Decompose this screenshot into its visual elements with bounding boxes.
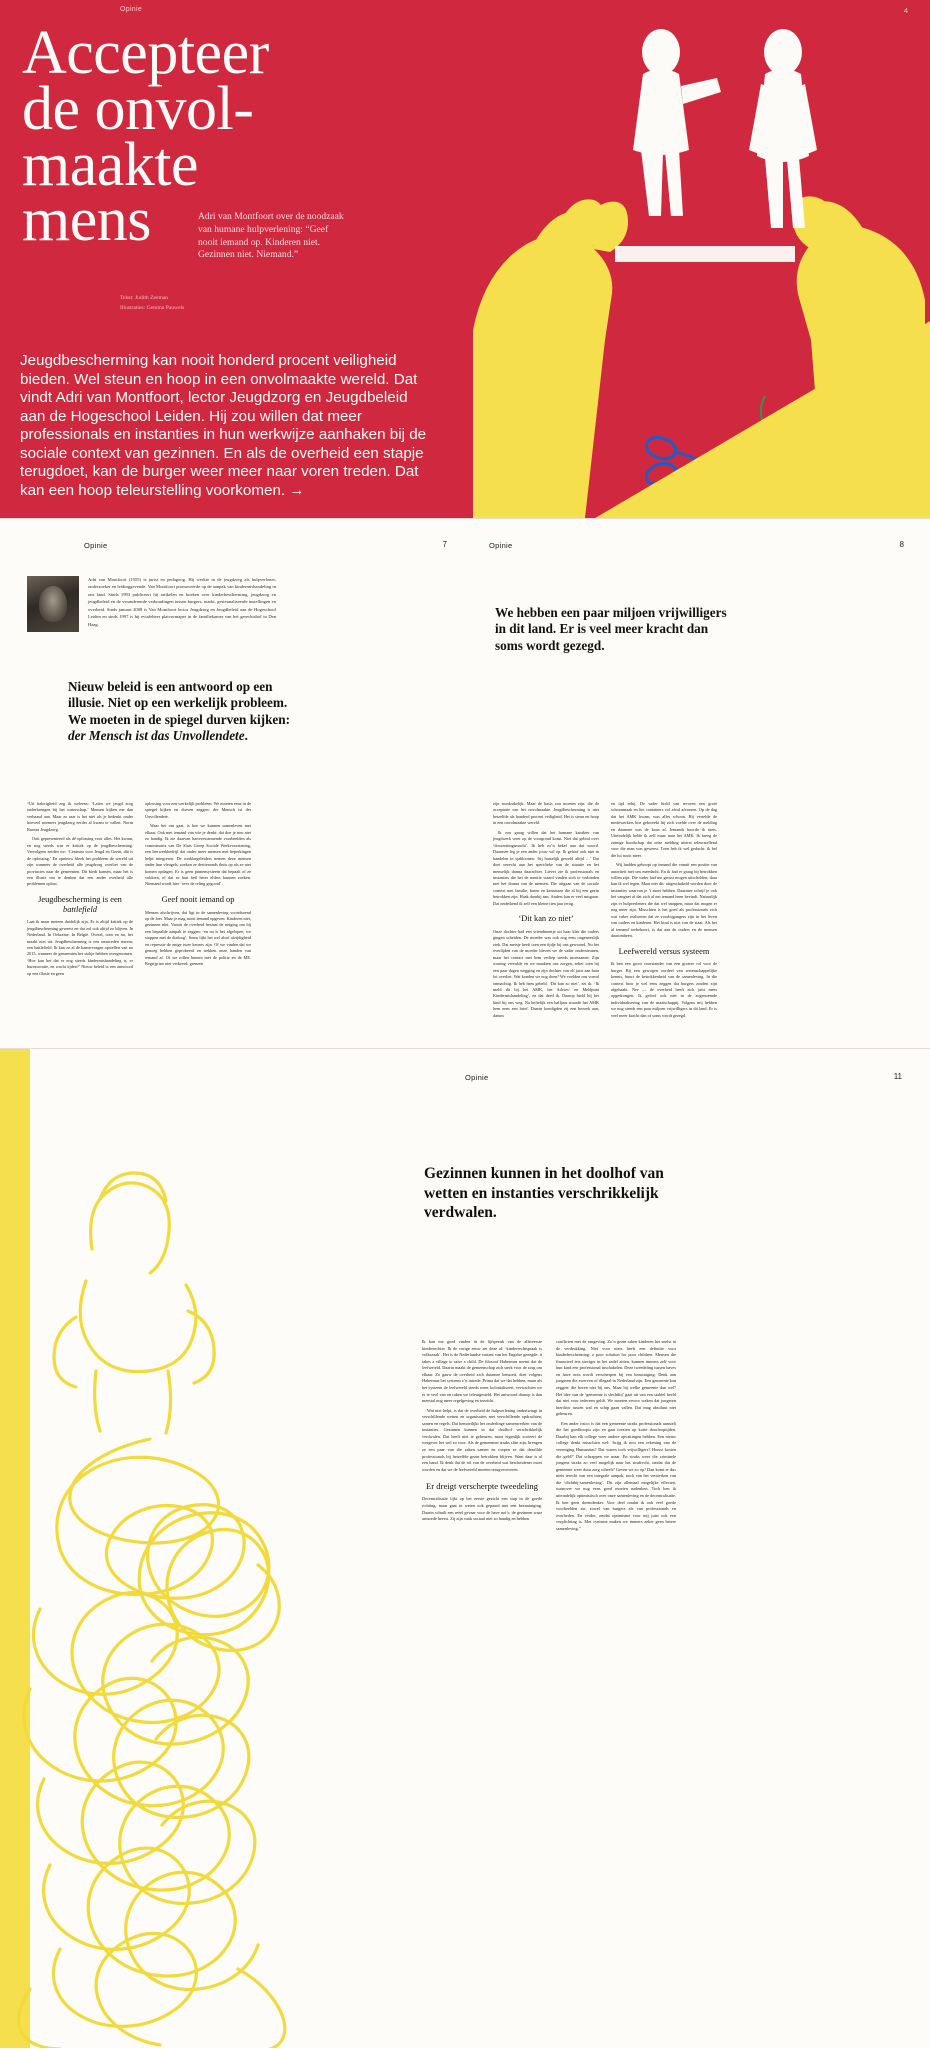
pull-quote-p7-text: Nieuw beleid is een antwoord op een illusie. Niet op een werkelijk probleem. We moeten in de spiegel durven kijken: der Mensch ist das Unvollendete. (68, 679, 290, 744)
subheading-battlefield: Jeugdbescherming is een battlefield (38, 894, 122, 914)
author-bio: Adri van Montfoort (1955) is jurist en pedagoog. Hij werkte in de jeugdzorg als hulpverlener, onderzoeker en leidinggevende. Van Montfoort promoveerde op de aanpak van kindermishandeling in ons land. Sinds 1993 publiceert hij artikelen en boeken over kinderbescherming, jeugdzorg en jeugdbeleid en de veranderende verhoudingen tussen burgers, markt, gesteunaliseerde instellingen en overheid. Sinds januari 2008 is Van Montfoort lector Jeugdzorg en Jeugdbeleid aan de Hogeschool Leiden en sinds 1997 is hij eviafeheer platvormaper in de familiekamer van het gerechtshof in Den Haag. (88, 577, 276, 627)
paragraph: Ik ben een groot voorstander van een grotere rol voor de burger. Bij een gewogen oordeel van wetenschappelijke kennis, buurt de betrokkenheid van de samenleving. In die context hoor je wel eens zeggen dat burgers zouden zijn afgehaakt. Nee — de overheid heeft zich juist meer opgedrongen. Ik geloof ook niet in de zogenoemde individualisering van de maatschappij. Volgens mij hebben we nog steeds een paar miljoen vrijwilligers in dit land. Er is veel meer kracht dan of soms wordt gezegd. (611, 961, 717, 1018)
pull-quote-italic-phrase: der Mensch ist das Unvollendete (68, 728, 245, 744)
paragraph: Ik kan me goed vinden in de lijfspreuk van de allereerste kinderrechter. Ik de vorige eeuw zei deze al: ‘kinderrechtspraak is volkszaak’. Het is de Nederlandse variant van het Engelse gezegde: it takes a village to raise a child. De filosoof Habermas noemt dat de leefwereld. Daarin maakt de gemeenschap zich sterk voor de zorg om elkaar. Zo gauw de overheid zich daarmee bemoeit, doet volgens Habermas het systeem z’n intrede. Prima dat we dat hebben, maar als het systeem de leefwereld steeds meer kolonialiseert, verwachten we er te veel van en raken we teleurgesteld. Het antwoord daarop is dan meestal nog meer regelgeving en toezicht. (422, 1339, 542, 1404)
subheading-italic-word: battlefield (63, 904, 97, 914)
spread-cover (0, 0, 930, 518)
subheading-geef-nooit-iemand-op: Geef nooit iemand op (161, 894, 235, 904)
paragraph: Waar het om gaat, is hoe we kunnen samenleven met elkaar. Ook met iemand van wie je denkt: dat doe je nou niet zo handig. Ik zie daarvan hartverwarmende voorbeelden als commissaris van De Sluis Groep Sociale Werkvoorziening, een leerwerkbedrijf dat onder meer mensen met beperkingen helpt integreren. De werkbegeleiders nemen deze mensen onder hun vleugels, zoeken ze dertienonds thuis op als ze niet komen opdagen. Er is geen puntensysteem dat bepaalt of ze voldoen, of dat ze hun heil beter elders kunnen zoeken. Niemand wordt hier ‘over de reling gegooid’. (145, 823, 251, 887)
credit-illustrator: Illustraties: Gemma Pauwels (120, 304, 185, 311)
paragraph: Ooit gepresenteerd als dé oplossing voor alles. Het kwam, en nog steeds was er kritiek op de jeugdbescherming. Vervolgens zeiden we: ‘Centrum voor Jeugd en Gezin, dát is de oplossing.’ En opnieuw bleek het probleem de wereld uit zijn wanneer de overheid alle jeugdzorg overliet van de provincies naar de gemeenten. Dit biedt kansen, maar het is een illusie om te denken dat een ander overheid alle problemen oplost. (27, 836, 133, 887)
paragraph: Wij hadden gehoopt op iemand die vanuit een positie van autoriteit met ons meedacht. En ik had er graag bij betrokken willen zijn. Die vader had me gerust mogen uitschelden, daar kan ik wel tegen. Maar niet dit: uitgeschakeld worden door de instanties waarvan je ’t moet hebben. Daarmee schrijf je ook het vangnet af dat zich al om iemand heen bevindt. Natuurlijk zijn er hulpverleners die dat wel snappen, maar dat mogen er nog meer zijn. Misschien is het goed als professionals zich wat vaker realiseren dat ze voorbijgangers zijn in het leven van ouders en kinderen. Het kind is niet van de staat. Als het al iemand toebehoort, is dat aan de ouders en de mensen daaromheen. (611, 862, 717, 939)
paragraph: Ik zou graag willen dat het humane karakter van jeugdwerk weer op de voorgrond komt. Niet dat gebral over ‘doorzettingsmacht’. Ik heb zo’n hekel aan dat woord. Daarmee leg je een ander jouw wil op. Ik geloof ook niet in handelen in sjabloonen: ‘bij huiselijk geweld altijd …’ Dat doet onrecht aan het specifieke van de situatie en het menselijk drama daarachter. Liever zie ik professionals en instanties die het de mentie waard vinden zich te verbinden met het drama van de mensen. Die uitgaan van de sociale context met familie, buren en kennissen die al bij een gezin betrokken zijn. Haak daarbij aan. Anders kan er veel misgaan. Dat onderkend ik zelf een kleine tien jaar terug. (493, 829, 599, 906)
subheading-er-dreigt-verscherpte-tweedeling: Er dreigt verscherpte tweedeling (426, 1481, 538, 1492)
folio-page-number: 4 (903, 6, 908, 15)
subheading-leefwereld-versus-systeem: Leefwereld versus systeem (618, 946, 710, 956)
column-p11-2 (556, 1339, 676, 1535)
page-7 (0, 519, 465, 1048)
paragraph: Laat ik maar meteen duidelijk zijn. Er is altijd kritiek op de jeugdbescherming geweest en dat zal ook altijd zo blijven. In Nederland. In Oekraïne. In België. Overal, toen en nu, het maakt niet uit. Jeugdbescherming is een omstreden terrein; een battlefield. Ik kan zo al de kamervragen opstellen van nu 2015, wanneer de gemeenten het stokje hebben overgenomen. ‘Hoe kan het dat er nog steeds kindermishandeling is, er bureaucratie, en wacht tijden?’ Nieuw beleid is een antwoord op een illusie en geen (27, 919, 133, 976)
folio-page-number-p8: 8 (899, 540, 904, 549)
credit-writer: Tekst: Judith Zeeman (120, 295, 169, 301)
cover-right-page (465, 0, 930, 518)
paragraph: Decentralisatie lijkt op het eerste gezicht een stap in de goede richting, maar gaat in weten ook gepaard met een beznainiging. Daarin schuilt een reëel gevaar voor de have not’s; de gezinnen waar armoede heerst. Zij zijn vaak sociaal niet zo handig en hebben (422, 1496, 542, 1522)
paragraph: zijn noodzakelijk. Maar de basis zou moeten zijn: die de acceptatie van het onvolmaakte. Jeugdbescherming is niet hetzelfde als honderd procent veiligheid. Het is steun en hoop in een onvolmaakte wereld. (493, 801, 599, 826)
headline-line-3: maakte (22, 130, 199, 199)
headline-line-1: Accepteer (22, 19, 269, 87)
maze-illustration (0, 1049, 350, 2048)
column-p7-1 (27, 801, 133, 980)
column-p8-1 (493, 801, 599, 1022)
page-8 (465, 519, 930, 1048)
paragraph: “Uit balorigheid zeg ik weleens: ‘Laten we jeugd zorg onderbrengen bij het waterschap.’ Mensen kijken me dan verbaasd aan. Maar zo raar is het niet als je bedenkt onder hoeveel noemers jeugdzorg eerder al kwam te vallen. Norm Bureau Jeugdzorg. (27, 801, 133, 832)
column-p11-1 (422, 1339, 542, 1526)
headline-line-2: de onvol- (22, 74, 254, 143)
folio-section-label: Opinie (120, 6, 143, 13)
paragraph: Mensen afschrijven, dat ligt in de samenleving voortdurend op de loer. Maar je mag nooit iemand opgeven. Kinderen niet, gezinnen niet. Vanuit de overheid bestaat de neiging om bij een bepaalde aanpak te zeggen: ‘en nu is het afgelopen, we stoppen met de dialoog’. Soms lijkt het wel alsof afzijdigheid en repressie de enige twee keuzes zijn. Of we vinden dat we genoeg hebben geprobeerd en trekken onze handen van iemand af. Of we rollen binnen met de politie en de ME. Begrijp me niet verkeerd: grenzen (145, 909, 251, 967)
paragraph: en tijd erbij. De vader hield van tevoren een grote schoonmaak en liet containers vol afval afvoeren. Op de dag dat het AMK kwam, was alles schoon. Hij vertelde de medewerkers hoe gekweekt hij zich voelde over de melding en daarmee was de kous af. Iemands hoorde ik niets. Uiteindelijk belde ik zelf maar naar het AMK. Ik kreeg de zuinige boodschap dat onze melding uiterst teleurstellend voor die man was geweest. Toen heb ik wel gedacht: ik bel die lui nooit meer. (611, 801, 717, 858)
credits-block (120, 294, 320, 314)
cover-left-page (0, 0, 465, 518)
folio-bar-cover (0, 6, 465, 20)
folio-section-label-p8: Opinie (489, 541, 513, 550)
paragraph: Een ander risico is dat een gemeente straks professionals aanstelt die het goedkoopst zijn en gaat toezien op korte doorlooptijden. Daarbij kan elk college weer andere opvattingen hebben. Een nieuw college denkt misschien wel: ‘krijg ik nou een rekening van de vereniging Humanitas? Dat waren toch vrijwilligers? Hoezo kosten die geld?’ Dat schrappen we maar. En straks weer die criminele jongens straks zo veel mogelijk naar het strafrecht, omdat dat de gemeente weer duur zorg scheelt? Geven we zo op? Dan komt er dus niets terecht van een integrale aanpak, noch van het versterken van die ‘dichtbij-samenleving’. Dit zijn allemaal mogelijke effecten, waarover we nog eens goed moeten nadenken. Toch ben ik uiteindelijk optimistisch over onze samenleving en de decentralisatie. Ik ben geen doemdenker. Voor deel omdat ik ook veel goede voorbeelden zie, zowel van burgers als van professionals en overheden. En verder, omdat optimisme voor mij juist ook een verplichting is. Met cynisme maken we immers zeker geen betere samenleving.” (556, 1420, 676, 1531)
folio-section-label-p7: Opinie (84, 541, 108, 550)
column-p7-2 (145, 801, 251, 971)
spread-pages-7-8 (0, 518, 930, 1048)
article-deck: Adri van Montfoort over de noodzaak van humane hulpverlening: “Geef nooit iemand op. Kinderen niet. Gezinnen niet. Niemand.” (198, 211, 344, 261)
folio-page-number-p11: 11 (893, 1072, 902, 1081)
folio-page-number-p7: 7 (442, 540, 447, 549)
article-intro: Jeugdbescherming kan nooit honderd procent veiligheid bieden. Wel steun en hoop in een onvolmaakte wereld. Dat vindt Adri van Montfoort, lector Jeugdzorg en Jeugdbeleid aan de Hogeschool Leiden. Hij zou willen dat meer professionals en instanties in hun werkwijze aanhaken bij de sociale context van gezinnen. En als de overheid een stapje terugdoet, kan de burger weer meer naar voren treden. Dat kan een hoop teleurstelling voorkomen. → (20, 352, 427, 499)
spread-pages-10-11 (0, 1048, 930, 2048)
headline-line-4: mens (22, 186, 151, 255)
pull-quote-p7 (68, 679, 290, 744)
column-p8-2 (611, 801, 717, 1022)
pull-quote-p8: We hebben een paar miljoen vrijwilligers in dit land. Er is veel meer kracht dan soms wordt gezegd. (495, 605, 727, 653)
page-10 (0, 1049, 350, 2048)
paragraph: conflicten met de omgeving. Zo’n gezin raken kinderen het snelst in de verdrukking. Niet voor niets heeft een definitie voor kinderbescherming: a poor solution for poor children. Mensen die financieel iets steviger in het zadel zitten, kunnen immers zelf voor hun kind een professional inschakelen. Deze tweedeling tussen haves en have nots wordt verscherpen bij een bezuiniging. Denk aan jongeren die zwerven of illegaal in Nederland zijn. Een gemeente kan zeggen: die horen niet bij ons. Maar bij welke gemeente dan wel? Het idee van de ‘gemeente is slechthij’ gaat uit van een stabiel beeld dat niet voor iedereen geldt. We moeten ervoor waken dat jongeren hierdoor tussen wal en schip gaan vallen. Dat mag absoluut niet gebeuren. (556, 1339, 676, 1417)
subheading-dit-kan-zo-niet: ‘Dit kan zo niet’ (518, 914, 574, 924)
folio-section-label-p11: Opinie (465, 1073, 489, 1082)
pull-quote-p11: Gezinnen kunnen in het doolhof van wetten en instanties verschrikkelijk verdwalen. (424, 1165, 664, 1222)
paragraph: Onze dochter had een vriendinnetje uit haar klas die ouders gingen scheiden. De moeder was ook nog eens ongeneeslijk ziek. Dat meisje heeft toen een tijdje bij ons gewoond. Nu het overlijden van de moeder bleven we de vader ondersteunen, maar het contact met hem verliep steeds moeizamer. Zijn woning vervulde en we maakten ons zorgen, zeker toen hij een paar dagen wegging en zijn dochter van elf juist aan haar lot overliet. Wat konden we nog doen? We voelden ons voeral onmachtig. Ik heb hem gebeld. ‘Dit kan zo niet’, zei ik. ‘Ik meld dit bij het AMK, het Advies- en Meldpunt Kindermishandeling’, en dat deed ik. Daarop hield hij het kind bij ons weg. Na heftelijk een halfjaar stuurde het AMK hem eens een brief. Daarin kondigden zij een bezoek aan, datum (493, 928, 599, 1018)
author-portrait (27, 576, 79, 632)
paragraph: oplossing voor een werkelijk probleem. We moeten eens in de spiegel kijken en durven zeggen: der Mensch ist der Unvollendete. (145, 801, 251, 819)
paragraph: Wat niet helpt, is dat de overheid de hulpverlening ondertwingt in verschillende wetten en organisaties met verschillende opdrachten, samen en regels. Dat bemoeilijkt het onderlinge samenwerken van de instanties. Gezinnen kunnen in dat doolhof verschrikkelijk verdwalen. Dat heeft niet te gebeuren, maar eigenlijk scoteert de wetgever het wel zo voor. Als de gemeenten straks slim zijn, brengen ze een paar van die zaken samen en roepen ze dat dezelfde professionals bij hetzelfde gezin betrokken blijven. Want daar is al een band. Ik denk dat de rol van de overheid wat bescheidener moet worden en dat we de leefwereld moeten terugveroveren. (422, 1407, 542, 1472)
